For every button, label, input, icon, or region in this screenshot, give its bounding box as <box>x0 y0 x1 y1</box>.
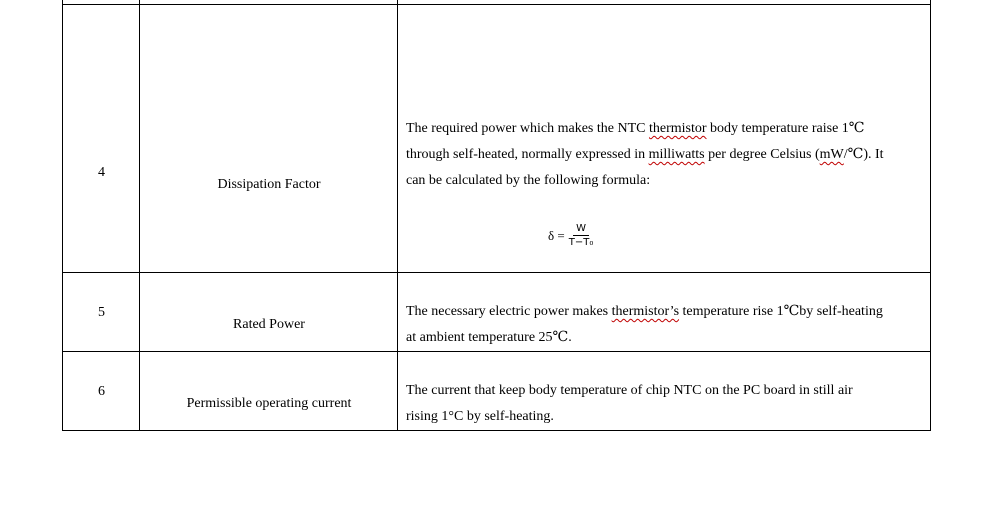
cell-parameter <box>140 0 398 4</box>
row-number: 6 <box>98 384 105 399</box>
cell-parameter <box>140 352 398 430</box>
description-text <box>406 378 922 430</box>
parameter-name: Dissipation Factor <box>217 177 321 192</box>
description-line: The required power which makes the NTC thermistor body temperature raise 1℃ <box>406 121 865 136</box>
cell-parameter <box>140 273 398 351</box>
row-number: 5 <box>98 305 105 320</box>
cell-description <box>398 352 930 430</box>
table-row <box>62 352 931 431</box>
description-line: through self-heated, normally expressed in milliwatts per degree Celsius (mW/℃). It <box>406 147 884 162</box>
formula-fraction <box>569 223 594 248</box>
description-text <box>406 116 922 194</box>
cell-number <box>63 352 140 430</box>
cell-description <box>398 5 930 272</box>
table-row <box>62 273 931 352</box>
formula-denominator: T−T₀ <box>568 237 594 248</box>
cell-description <box>398 273 930 351</box>
cell-description <box>398 0 930 4</box>
formula-lhs: δ = <box>548 227 565 243</box>
cell-number <box>63 273 140 351</box>
cell-number <box>63 0 140 4</box>
dissipation-formula <box>548 223 593 248</box>
description-line: rising 1°C by self-heating. <box>406 409 554 424</box>
description-line: at ambient temperature 25℃. <box>406 330 572 345</box>
cell-parameter <box>140 5 398 272</box>
parameter-name: Permissible operating current <box>186 396 352 411</box>
spec-table <box>62 0 931 431</box>
description-line: can be calculated by the following formula: <box>406 173 651 188</box>
row-number: 4 <box>98 165 105 180</box>
description-text <box>406 299 922 351</box>
parameter-name: Rated Power <box>233 317 305 332</box>
description-line: The necessary electric power makes thermistor’s temperature rise 1℃by self-heating <box>406 304 883 319</box>
cell-number <box>63 5 140 272</box>
formula-numerator: W <box>573 223 589 236</box>
table-row <box>62 5 931 273</box>
description-line: The current that keep body temperature of chip NTC on the PC board in still air <box>406 383 853 398</box>
